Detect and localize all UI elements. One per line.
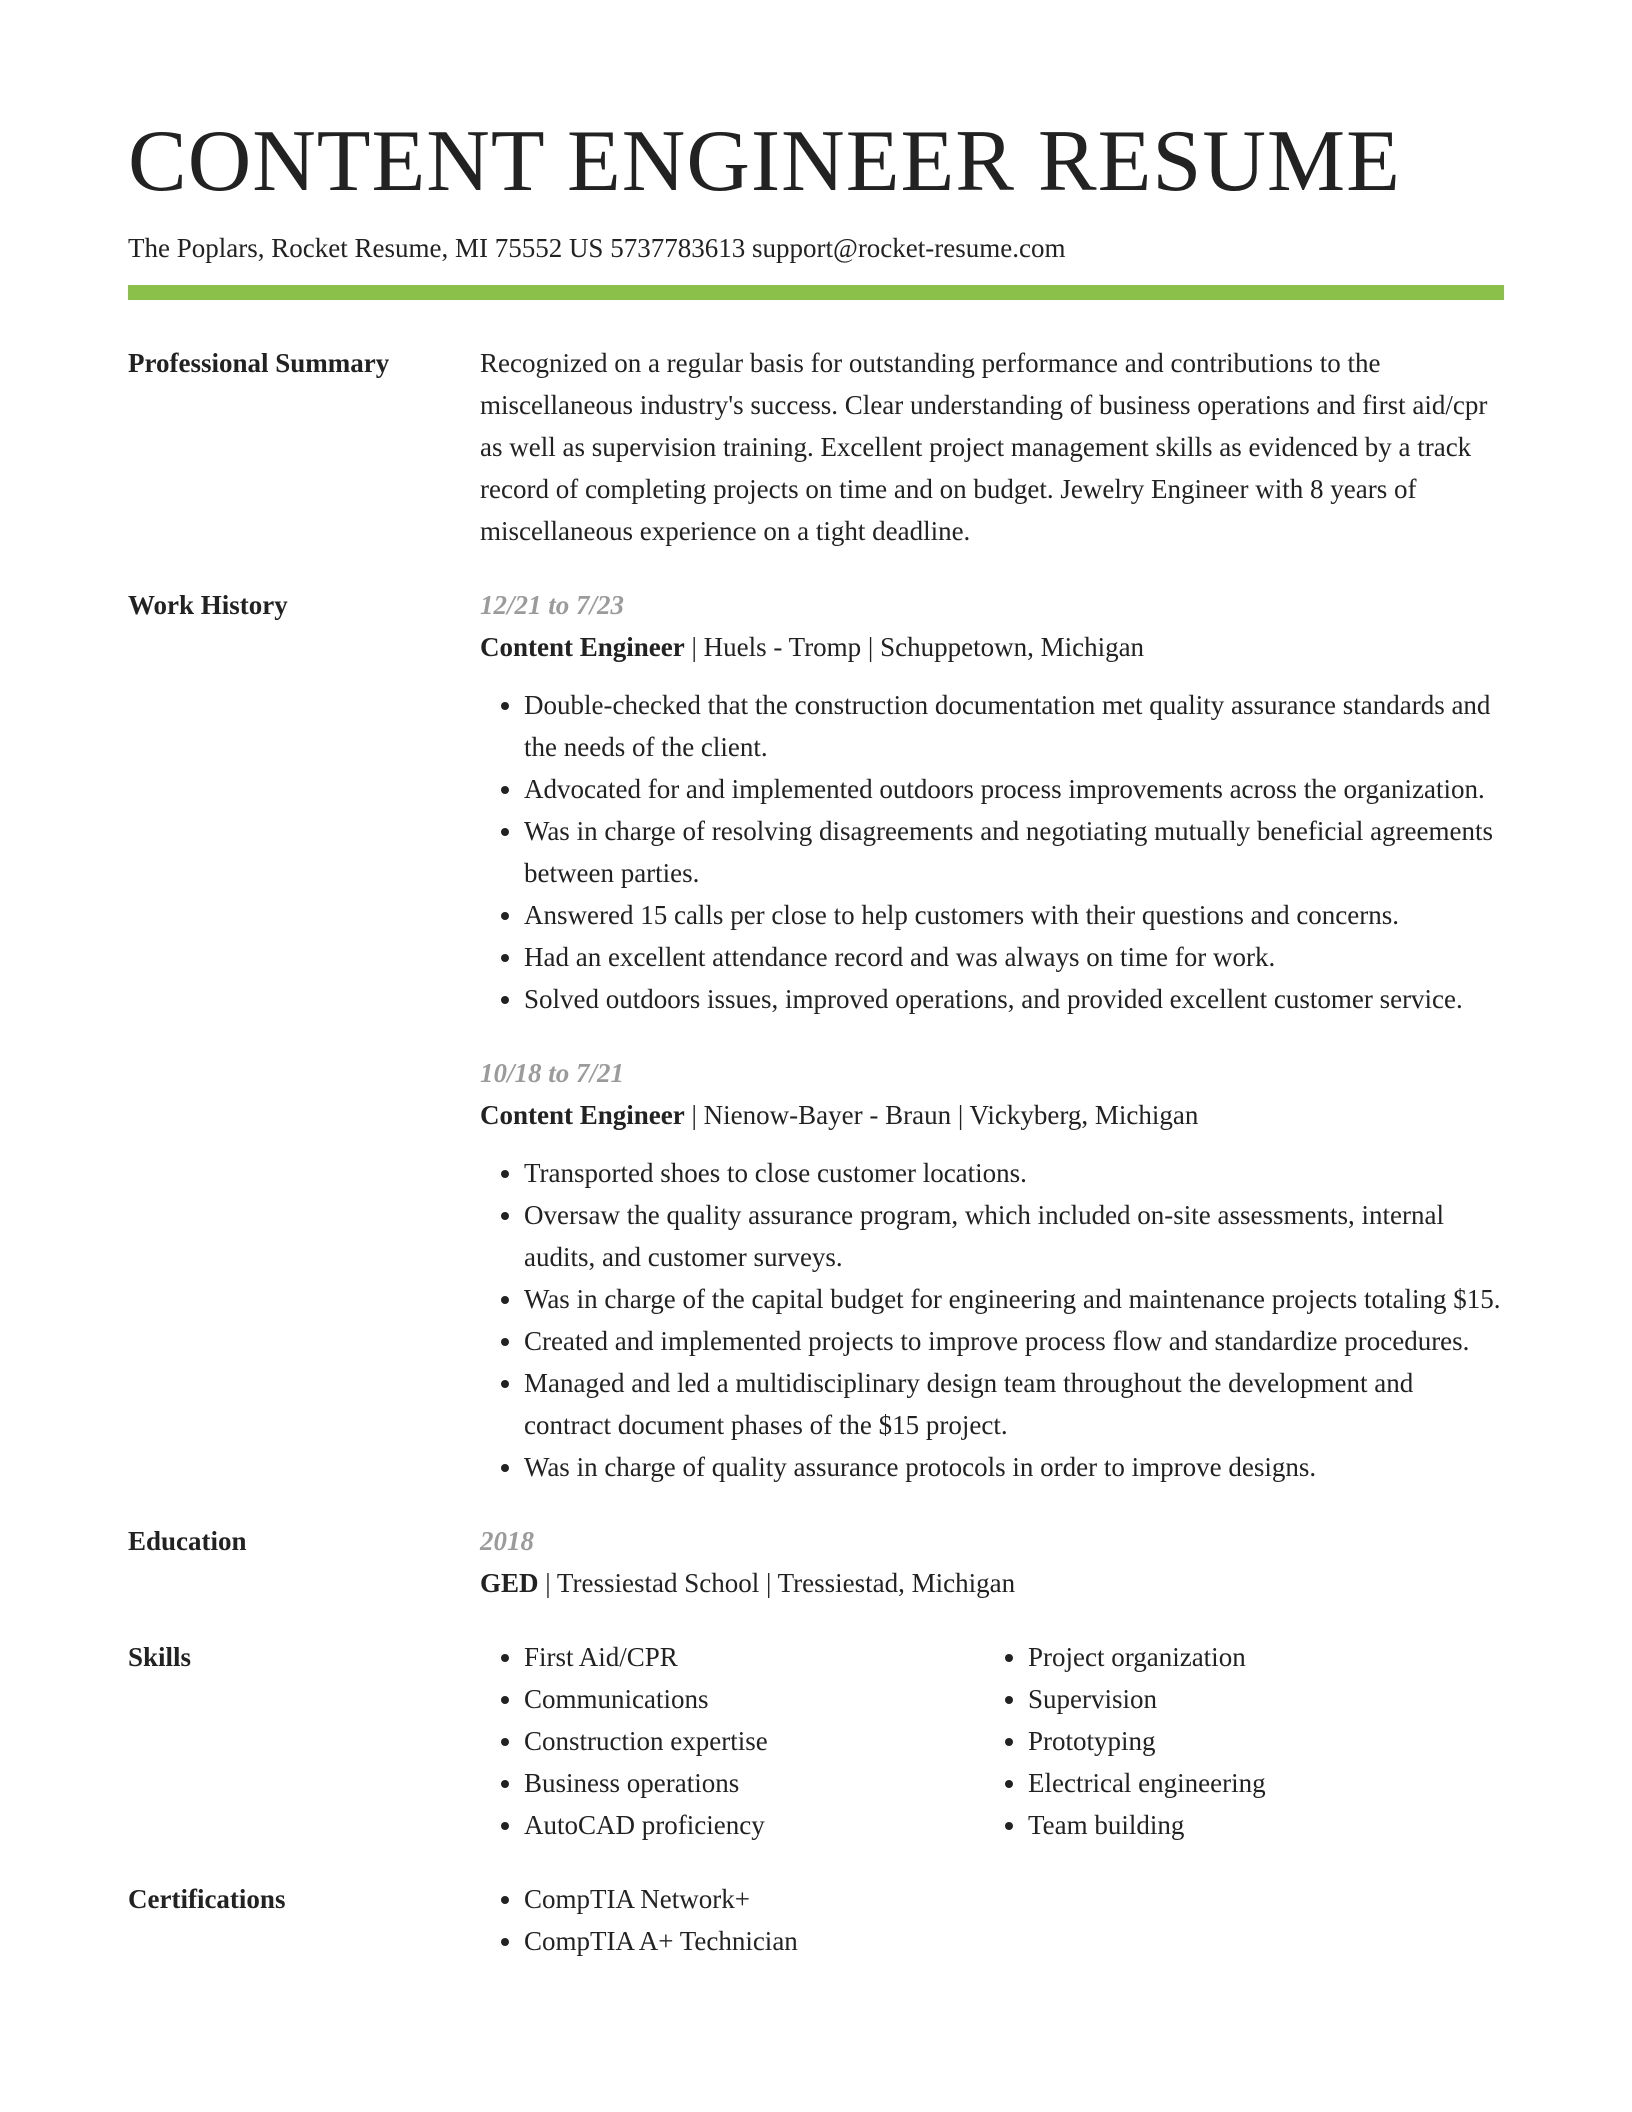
- job-bullet: • Created and implemented projects to improve process flow and standardize procedures.: [524, 1320, 1504, 1362]
- skill-item: • Team building: [1028, 1804, 1488, 1846]
- education-body: [480, 1520, 1504, 1604]
- skill-item: • Business operations: [524, 1762, 984, 1804]
- skill-item: • Supervision: [1028, 1678, 1488, 1720]
- job-bullet: • Was in charge of quality assurance protocols in order to improve designs.: [524, 1446, 1504, 1488]
- summary-section: [128, 342, 1504, 552]
- job-bullet: • Solved outdoors issues, improved operations, and provided excellent customer service.: [524, 978, 1504, 1020]
- job-dates: 12/21 to 7/23: [480, 590, 625, 621]
- job-bullet: • Was in charge of the capital budget for engineering and maintenance projects totaling $15.: [524, 1278, 1504, 1320]
- skills-section: [128, 1636, 1504, 1846]
- work-history-label: Work History: [128, 590, 288, 621]
- job-bullets: [480, 1152, 1504, 1488]
- education-school-location: | Tressiestad School | Tressiestad, Michigan: [538, 1568, 1016, 1599]
- education-line: [480, 1562, 1504, 1604]
- certification-item: • CompTIA Network+: [524, 1878, 1504, 1920]
- job-title: Content Engineer: [480, 1100, 685, 1131]
- job-role-line: [480, 1094, 1504, 1136]
- skills-label: Skills: [128, 1642, 192, 1673]
- job-bullet: • Advocated for and implemented outdoors process improvements across the organization.: [524, 768, 1504, 810]
- summary-text: Recognized on a regular basis for outstanding performance and contributions to the miscellaneous industry's success. Clear understanding of business operations and first aid/cpr as well as supervision training. Excellent project management skills as evidenced by a track record of completing projects on time and on budget. Jewelry Engineer with 8 years of miscellaneous experience on a tight deadline.: [480, 348, 1488, 547]
- education-year: 2018: [480, 1526, 534, 1557]
- skill-item: • Electrical engineering: [1028, 1762, 1488, 1804]
- summary-body: [480, 342, 1504, 552]
- skill-item: • AutoCAD proficiency: [524, 1804, 984, 1846]
- skills-body: [480, 1636, 1504, 1846]
- skill-item: • Project organization: [1028, 1636, 1488, 1678]
- job-bullets: [480, 684, 1504, 1020]
- work-history-section: [128, 584, 1504, 1488]
- certification-item: • CompTIA A+ Technician: [524, 1920, 1504, 1962]
- skills-column-2: [984, 1636, 1488, 1846]
- job-bullet: • Was in charge of resolving disagreements and negotiating mutually beneficial agreements between parties.: [524, 810, 1504, 894]
- skill-item: • Construction expertise: [524, 1720, 984, 1762]
- skill-item: • Communications: [524, 1678, 984, 1720]
- summary-label: Professional Summary: [128, 348, 390, 379]
- job-dates: 10/18 to 7/21: [480, 1058, 625, 1089]
- job-entry: [480, 1052, 1504, 1488]
- skill-item: • Prototyping: [1028, 1720, 1488, 1762]
- job-bullet: • Answered 15 calls per close to help customers with their questions and concerns.: [524, 894, 1504, 936]
- header-divider: [128, 285, 1504, 300]
- job-bullet: • Double-checked that the construction documentation met quality assurance standards and the needs of the client.: [524, 684, 1504, 768]
- resume-sections: [128, 342, 1504, 1962]
- job-employer-location: | Nienow-Bayer - Braun | Vickyberg, Michigan: [684, 1100, 1199, 1131]
- job-entry: [480, 584, 1504, 1020]
- job-bullet: • Oversaw the quality assurance program, which included on-site assessments, internal audits, and customer surveys.: [524, 1194, 1504, 1278]
- job-employer-location: | Huels - Tromp | Schuppetown, Michigan: [684, 632, 1145, 663]
- job-bullet: • Had an excellent attendance record and was always on time for work.: [524, 936, 1504, 978]
- job-bullet: • Managed and led a multidisciplinary design team throughout the development and contract document phases of the $15 project.: [524, 1362, 1504, 1446]
- work-history-body: [480, 584, 1504, 1488]
- certifications-section: [128, 1878, 1504, 1962]
- certifications-label: Certifications: [128, 1884, 286, 1915]
- skills-column-1: [480, 1636, 984, 1846]
- certifications-body: [480, 1878, 1504, 1962]
- job-role-line: [480, 626, 1504, 668]
- education-section: [128, 1520, 1504, 1604]
- skills-grid: [480, 1636, 1504, 1846]
- resume-title: CONTENT ENGINEER RESUME: [128, 113, 1401, 210]
- resume-page: [128, 0, 1504, 1994]
- skill-item: • First Aid/CPR: [524, 1636, 984, 1678]
- job-title: Content Engineer: [480, 632, 685, 663]
- certifications-list: [480, 1878, 1504, 1962]
- contact-line: The Poplars, Rocket Resume, MI 75552 US 5737783613 support@rocket-resume.com: [128, 233, 1066, 263]
- education-degree: GED: [480, 1568, 539, 1599]
- job-bullet: • Transported shoes to close customer locations.: [524, 1152, 1504, 1194]
- education-label: Education: [128, 1526, 247, 1557]
